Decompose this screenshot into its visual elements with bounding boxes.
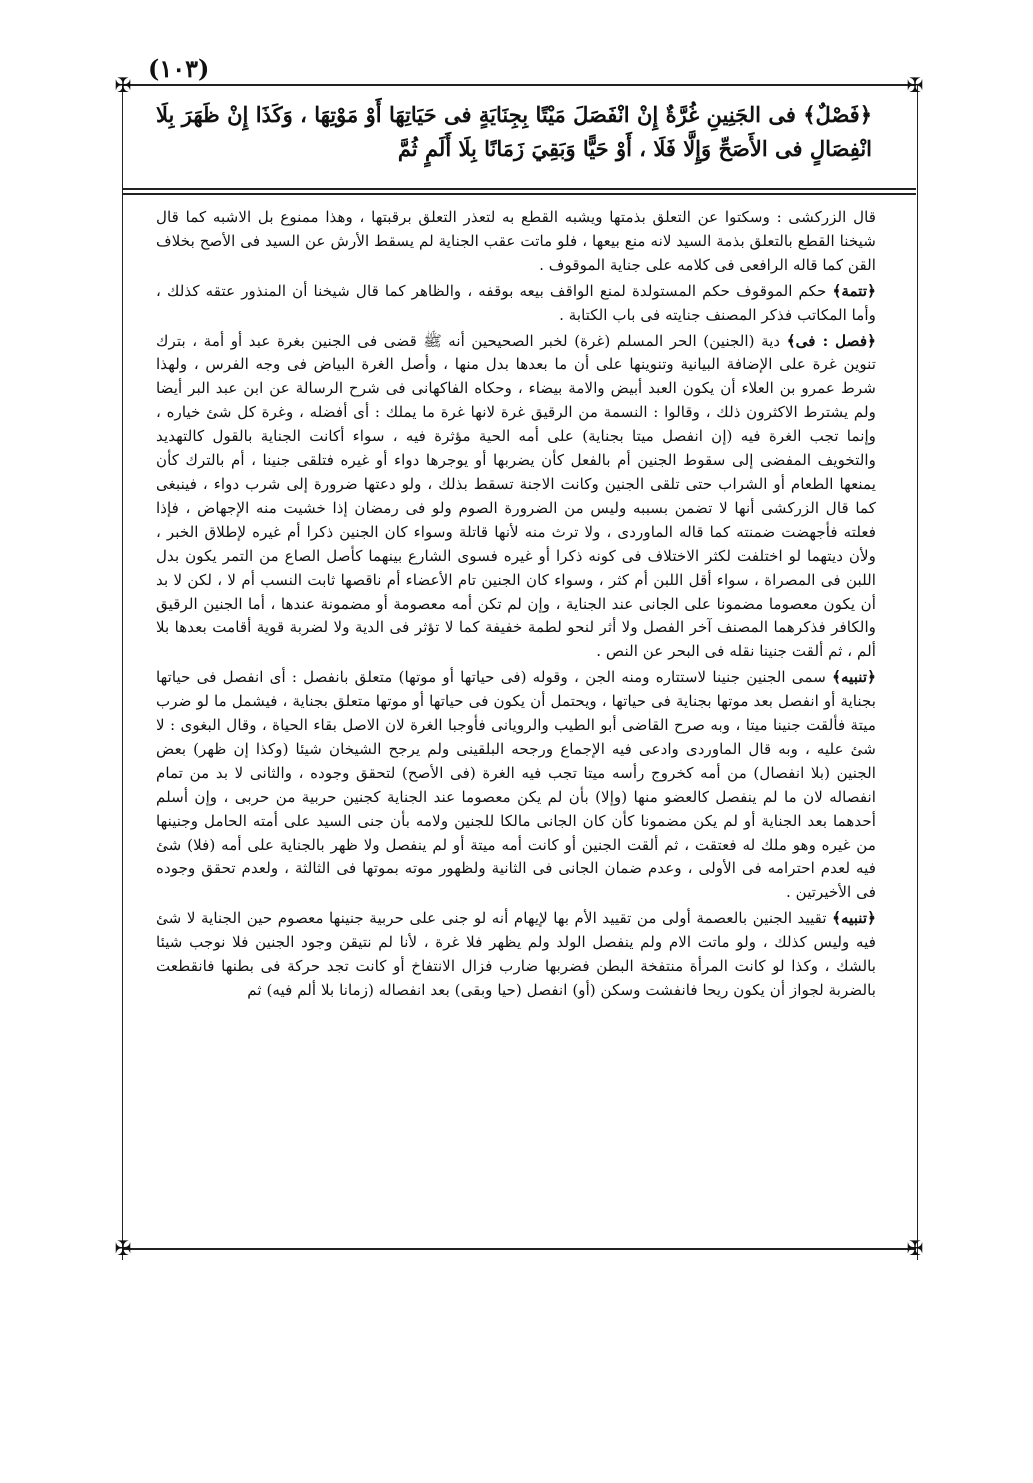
top-rule	[122, 84, 916, 86]
page-number: (١٠٣)	[148, 54, 210, 83]
sharh-text: قال الزركشى : وسكتوا عن التعلق بذمتها ويشبه القطع به لتعذر التعلق برقبتها ، وهذا ممنوع بل الاشبه كما قال شيخنا القطع بالتعلق بذمة السيد لانه منع بيعها ، فلو ماتت عقب الجناية لم يسقط الأرش عن السيد فى الأصح بخلاف القن كما قاله الرافعى فى كلامه على جناية الموقوف .	[156, 208, 876, 274]
sharh-paragraph	[156, 330, 876, 665]
corner-ornament-icon: ✠	[114, 1236, 132, 1260]
corner-ornament-icon: ✠	[906, 73, 924, 97]
matn-divider-1	[122, 188, 916, 190]
sharh-text: حكم الموقوف حكم المستولدة لمنع الواقف بيعه بوقفه ، والظاهر كما قال شيخنا أن المنذور عتقه كذلك ، وأما المكاتب فذكر المصنف جنايته فى باب الكتابة .	[156, 281, 876, 324]
sharh-heading: ﴿تتمة﴾	[832, 281, 877, 300]
sharh-heading: ﴿تنبيه﴾	[832, 909, 876, 928]
matn-body: فى الجَنِينِ غُرَّةٌ إِنْ انْفَصَلَ مَيْتًا بِجِنَايَةٍ فى حَيَاتِهَا أَوْ مَوْتِهَا ، وَكَذَا إِنْ ظَهَرَ بِلَا انْفِصَالٍ فى الأَصَحِّ وَإِلَّا فَلَا ، أَوْ حَيًّا وَبَقِيَ زَمَانًا بِلَا أَلَمٍ ثُمَّ	[156, 102, 872, 161]
sharh-heading: ﴿فصل : فى﴾	[786, 331, 876, 350]
sharh-paragraph	[156, 280, 876, 328]
matn-heading: ﴿فَصْلٌ﴾	[803, 102, 872, 127]
corner-ornament-icon: ✠	[114, 73, 132, 97]
sharh-paragraph	[156, 206, 876, 278]
sharh-commentary	[156, 206, 876, 1005]
corner-ornament-icon: ✠	[906, 1236, 924, 1260]
matn-text	[156, 98, 872, 166]
sharh-paragraph	[156, 907, 876, 1003]
sharh-paragraph	[156, 666, 876, 905]
sharh-text: دية (الجنين) الحر المسلم (غرة) لخبر الصحيحين أنه ﷺ قضى فى الجنين بغرة عبد أو أمة ، بترك تنوين غرة على الإضافة البيانية وتنوينها على أن ما بعدها بدل منها ، وأصل الغرة البياض فى وجه الفرس ، ولهذا شرط عمرو بن العلاء أن يكون العبد أبيض والامة بيضاء ، وحكاه الفاكهانى فى شرح الرسالة عن ابن عبد البر أيضا ولم يشترط الاكثرون ذلك ، وقالوا : النسمة من الرقيق غرة لانها غرة ما يملك : أى أفضله ، وغرة كل شئ خياره ، وإنما تجب الغرة فيه (إن انفصل ميتا بجناية) على أمه الحية مؤثرة فيه ، سواء أكانت الجناية بالقول كالتهديد والتخويف المفضى إلى سقوط الجنين أم بالفعل كأن يضربها أو يوجرها دواء أو غيره فتلقى جنينا ، أم بالترك كأن يمنعها الطعام أو الشراب حتى تلقى الجنين وكانت الاجنة تسقط بذلك ، ولو دعتها ضرورة إلى شرب دواء ، فينبغى كما قال الزركشى أنها لا تضمن بسببه وليس من الضرورة الصوم ولو فى رمضان إذا خشيت منه الإجهاض ، فإذا فعلته فأجهضت ضمنته كما قاله الماوردى ، ولا ترث منه لأنها قاتلة وسواء كان الجنين ذكرا أم غيره لإطلاق الخبر ، ولأن ديتهما لو اختلفت لكثر الاختلاف فى كونه ذكرا أو غيره فسوى الشارع بينهما كأصل الصاع من التمر يكون بدل اللبن فى المصراة ، سواء أقل اللبن أم كثر ، وسواء كان الجنين تام الأعضاء أم ناقصها ثابت النسب أم لا ، لكن لا بد أن يكون معصوما مضمونا على الجانى عند الجناية ، وإن لم تكن أمه معصومة أو مضمونة عندها ، أما الجنين الرقيق والكافر فذكرهما المصنف آخر الفصل ولا أثر لنحو لطمة خفيفة كما لا تؤثر فى الدية ولا لضربة قوية أقامت بعدها بلا ألم ، ثم ألقت جنينا نقله فى البحر عن النص .	[156, 331, 876, 661]
matn-divider-2	[122, 193, 916, 195]
bottom-rule	[122, 1248, 916, 1250]
sharh-heading: ﴿تنبيه﴾	[832, 668, 876, 687]
sharh-text: سمى الجنين جنينا لاستتاره ومنه الجن ، وقوله (فى حياتها أو موتها) متعلق بانفصل : أى انفصل فى حياتها بجناية أو انفصل بعد موتها بجناية فى حياتها ، ويحتمل أن يكون فى حياتها أو موتها متعلق بجناية ، فيشمل ما لو ضرب ميتة فألقت جنينا ميتا ، وبه صرح القاضى أبو الطيب والرويانى فأوجبا الغرة لان الاصل بقاء الحياة ، وقال البغوى : لا شئ عليه ، وبه قال الماوردى وادعى فيه الإجماع ورجحه البلقينى ولم يرجح الشيخان شيئا (وكذا إن ظهر) بعض الجنين (بلا انفصال) من أمه كخروج رأسه ميتا تجب فيه الغرة (فى الأصح) لتحقق وجوده ، والثانى لا بد من تمام انفصاله لان ما لم ينفصل كالعضو منها (وإلا) بأن لم يكن معصوما عند الجناية كجنين حربية من حربى ، وإن أسلم أحدهما بعد الجناية أو لم يكن مضمونا كأن كان الجانى مالكا للجنين ولامه بأن جنى السيد على أمته الحامل وجنينها من غيره وهو ملك له فعتقت ، ثم ألقت الجنين أو كانت أمه ميتة أو لم ينفصل ولا ظهر بالجناية على أمه (فلا) شئ فيه لعدم احترامه فى الأولى ، وعدم ضمان الجانى فى الثانية ولظهور موته بموتها فى الثالثة ، ولعدم تحقق وجوده فى الأخيرتين .	[156, 668, 876, 902]
sharh-text: تقييد الجنين بالعصمة أولى من تقييد الأم بها لإيهام أنه لو جنى على حربية جنينها معصوم حين الجناية لا شئ فيه وليس كذلك ، ولو ماتت الام ولم ينفصل الولد ولم يظهر فلا غرة ، لأنا لم نتيقن وجود الجنين فلا نوجب شيئا بالشك ، وكذا لو كانت المرأة منتفخة البطن فضربها ضارب فزال الانتفاخ أو كانت تجد حركة فى بطنها فانقطعت بالضربة لجواز أن يكون ريحا فانفشت وسكن (أو) انفصل (حيا وبقى) بعد انفصاله (زمانا بلا ألم فيه) ثم	[156, 909, 876, 999]
